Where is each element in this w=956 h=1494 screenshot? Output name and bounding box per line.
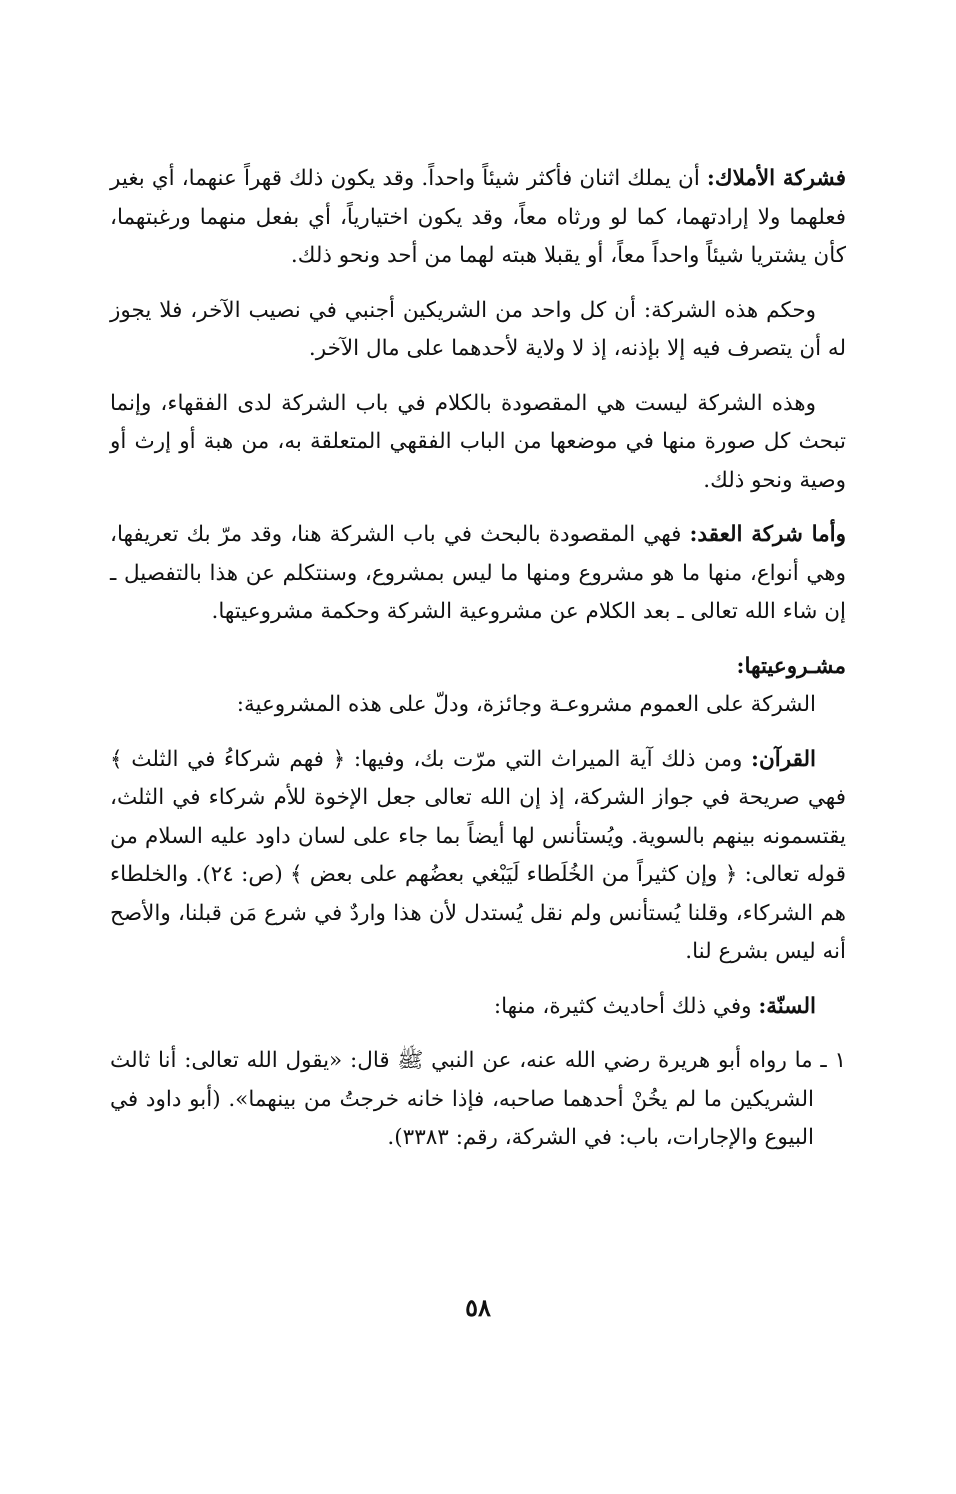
paragraph-text: الشركة على العموم مشروعـة وجائزة، ودلّ على هذه المشروعية: (236, 692, 816, 717)
paragraph-legitimacy-intro (110, 686, 846, 725)
paragraph-text: وهذه الشركة ليست هي المقصودة بالكلام في باب الشركة لدى الفقهاء، وإنما تبحث كل صورة منها في موضعها من الباب الفقهي المتعلقة به، من هبة أو إرث أو وصية ونحو ذلك. (110, 390, 846, 493)
list-item-text: ما رواه أبو هريرة رضي الله عنه، عن النبي ﷺ قال: «يقول الله تعالى: أنا ثالث الشريكين ما لم يخُنْ أحدهما صاحبه، فإذا خانه خرجتُ من بينهما». (أبو داود في البيوع والإجارات، باب: في الشركة، رقم: ٣٣٨٣). (110, 1048, 821, 1150)
term-shirkat-al-aqd: وأما شركة العقد: (689, 522, 846, 547)
paragraph-shirkat-al-aqd (110, 516, 846, 632)
paragraph-hukm (110, 292, 846, 369)
paragraph-text: ومن ذلك آية الميراث التي مرّت بك، وفيها: ﴿ فهم شركاءُ في الثلث ﴾ فهي صريحة في جواز الشركة، إذ إن الله تعالى جعل الإخوة للأم شركاء في الثلث، يقتسمونه بينهم بالسوية. ويُستأنس لها أيضاً بما جاء على لسان داود عليه السلام من قوله تعالى: ﴿ وإن كثيراً من الخُلَطاء لَيَبْغي بعضُهم على بعض ﴾ (ص: ٢٤). والخلطاء هم الشركاء، وقلنا يُستأنس ولم نقل يُستدل لأن هذا واردٌ في شرع مَن قبلنا، والأصح أنه ليس بشرع لنا. (110, 746, 846, 964)
paragraph-shirkat-al-amlak (110, 160, 846, 276)
term-sunnah: السنّة: (758, 993, 816, 1019)
paragraph-quran (110, 741, 846, 972)
list-item-hadith-1 (110, 1042, 846, 1158)
term-quran: القرآن: (751, 746, 816, 772)
page-body (110, 160, 846, 1174)
paragraph-sunnah (110, 988, 846, 1027)
list-item-number: ١ ـ (820, 1048, 846, 1073)
paragraph-text: فهي المقصودة بالبحث في باب الشركة هنا، وقد مرّ بك تعريفها، وهي أنواع، منها ما هو مشروع ومنها ما ليس بمشروع، وسنتكلم عن هذا بالتفصيل ـ إن شاء الله تعالى ـ بعد الكلام عن مشروعية الشركة وحكمة مشروعيتها. (110, 522, 846, 624)
paragraph-text: وفي ذلك أحاديث كثيرة، منها: (493, 993, 759, 1019)
section-heading-mashruiyyah: مشـروعيتها: (736, 653, 846, 679)
page-number: ٥٨ (465, 1293, 491, 1322)
paragraph-not-intended (110, 385, 846, 501)
paragraph-text: أن يملك اثنان فأكثر شيئاً واحداً. وقد يكون ذلك قهراً عنهما، أي بغير فعلهما ولا إرادتهما، كما لو ورثاه معاً، وقد يكون اختيارياً، أي بفعل منهما ورغبتهما، كأن يشتريا شيئاً واحداً معاً، أو يقبلا هبته لهما من أحد ونحو ذلك. (110, 166, 846, 268)
paragraph-text: وحكم هذه الشركة: أن كل واحد من الشريكين أجنبي في نصيب الآخر، فلا يجوز له أن يتصرف فيه إلا بإذنه، إذ لا ولاية لأحدهما على مال الآخر. (110, 297, 846, 361)
term-shirkat-al-amlak: فشركة الأملاك: (706, 166, 846, 191)
